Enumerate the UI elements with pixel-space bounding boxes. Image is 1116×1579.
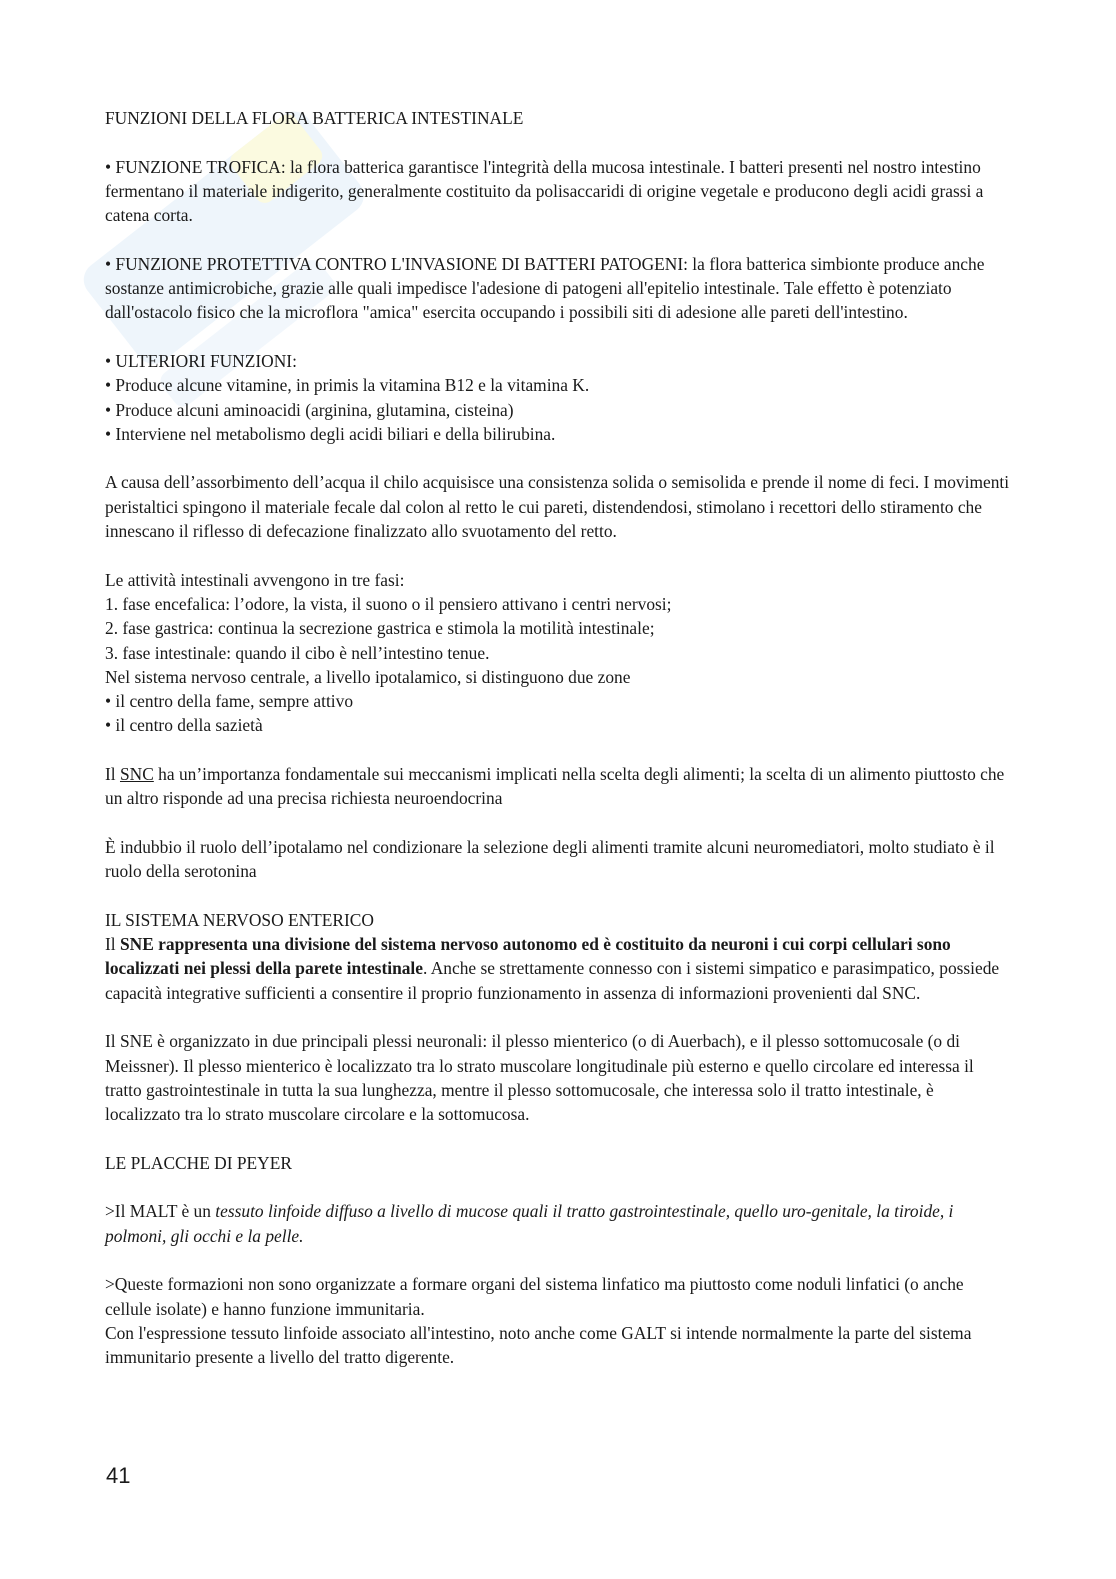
snc-text: ha un’importanza fondamentale sui meccanismi implicati nella scelta degli alimenti; la scelta di un alimento piuttosto che un altro risponde ad una precisa richiesta neuroendocrina	[105, 764, 1005, 809]
document-page	[105, 106, 1010, 1369]
page-number: 41	[106, 1463, 131, 1488]
list-item: • Interviene nel metabolismo degli acidi biliari e della bilirubina.	[105, 423, 556, 444]
paragraph-ipotalamo: È indubbio il ruolo dell’ipotalamo nel condizionare la selezione degli alimenti tramite alcuni neuromediatori, molto studiato è il ruolo della serotonina	[105, 836, 995, 882]
paragraph-protettiva	[105, 252, 1010, 325]
paragraph-feci: A causa dell’assorbimento dell’acqua il chilo acquisisce una consistenza solida o semisolida e prende il nome di feci. I movimenti peristaltici spingono il materiale fecale dal colon al retto le cui pareti, distendendosi, stimolano i recettori dello stiramento che innescano il riflesso di defecazione finalizzato allo svuotamento del retto.	[105, 472, 1010, 542]
heading-flora: FUNZIONI DELLA FLORA BATTERICA INTESTINALE	[105, 108, 524, 128]
malt-italic: tessuto linfoide diffuso a livello di mucose quali il tratto gastrointestinale, quello uro-genitale, la tiroide, i polmoni, gli occhi e la pelle.	[105, 1201, 954, 1246]
label-protettiva: • FUNZIONE PROTETTIVA CONTRO L'INVASIONE DI BATTERI PATOGENI	[105, 253, 684, 274]
list-item: • Produce alcuni aminoacidi (arginina, glutamina, cisteina)	[105, 399, 514, 420]
sne-prefix: Il	[105, 934, 120, 955]
list-item: 2. fase gastrica: continua la secrezione gastrica e stimola la motilità intestinale;	[105, 618, 655, 639]
snc-prefix: Il	[105, 764, 120, 785]
paragraph-plessi: Il SNE è organizzato in due principali plessi neuronali: il plesso mienterico (o di Auerbach), e il plesso sottomucosale (o di Meissner). Il plesso mienterico è localizzato tra lo strato muscolare longitudinale più esterno e quello circolare ed interessa il tratto gastrointestinale in tutta la sua lunghezza, mentre il plesso sottomucosale, che interessa solo il tratto intestinale, è localizzato tra lo strato muscolare circolare e la sottomucosa.	[105, 1031, 974, 1125]
list-item: • il centro della sazietà	[105, 715, 263, 736]
malt-prefix: >Il MALT è un	[105, 1201, 216, 1222]
heading-sne: IL SISTEMA NERVOSO ENTERICO	[105, 909, 374, 930]
heading-peyer: LE PLACCHE DI PEYER	[105, 1152, 292, 1173]
paragraph-malt	[105, 1199, 1010, 1248]
snc-intro: Nel sistema nervoso centrale, a livello ipotalamico, si distinguono due zone	[105, 666, 631, 687]
list-item: • Produce alcune vitamine, in primis la vitamina B12 e la vitamina K.	[105, 375, 590, 396]
label-ulteriori: • ULTERIORI FUNZIONI:	[105, 350, 297, 371]
label-trofica: • FUNZIONE TROFICA	[105, 156, 281, 177]
paragraph-galt: Con l'espressione tessuto linfoide associato all'intestino, noto anche come GALT si intende normalmente la parte del sistema immunitario presente a livello del tratto digerente.	[105, 1322, 972, 1368]
paragraph-noduli: >Queste formazioni non sono organizzate a formare organi del sistema linfatico ma piuttosto come noduli linfatici (o anche cellule isolate) e hanno funzione immunitaria.	[105, 1274, 964, 1319]
list-item: • il centro della fame, sempre attivo	[105, 691, 354, 712]
paragraph-sne	[105, 932, 1010, 1005]
sne-bold-text: SNE rappresenta una divisione del sistema nervoso autonomo ed è costituito da neuroni i cui corpi cellulari sono localizzati nei plessi della parete intestinale	[105, 934, 951, 979]
paragraph-trofica	[105, 155, 1010, 228]
text-trofica: : la flora batterica garantisce l'integrità della mucosa intestinale. I batteri presenti nel nostro intestino fermentano il materiale indigerito, generalmente costituito da polisaccaridi di origine vegetale e producono degli acidi grassi a catena corta.	[105, 156, 984, 226]
list-item: 3. fase intestinale: quando il cibo è nell’intestino tenue.	[105, 642, 490, 663]
paragraph-snc	[105, 762, 1010, 811]
text-protettiva: : la flora batterica simbionte produce anche sostanze antimicrobiche, grazie alle quali impedisce l'adesione di patogeni all'epitelio intestinale. Tale effetto è potenziato dall'ostacolo fisico che la microflora "amica" esercita occupando i possibili siti di adesione alle pareti dell'intestino.	[105, 253, 985, 323]
snc-link[interactable]: SNC	[119, 764, 154, 785]
fasi-intro: Le attività intestinali avvengono in tre fasi:	[105, 569, 405, 590]
list-item: 1. fase encefalica: l’odore, la vista, il suono o il pensiero attivano i centri nervosi;	[105, 593, 672, 614]
sne-rest: . Anche se strettamente connesso con i sistemi simpatico e parasimpatico, possiede capacità integrative sufficienti a consentire il proprio funzionamento in assenza di informazioni provenienti dal SNC.	[105, 958, 1000, 1003]
